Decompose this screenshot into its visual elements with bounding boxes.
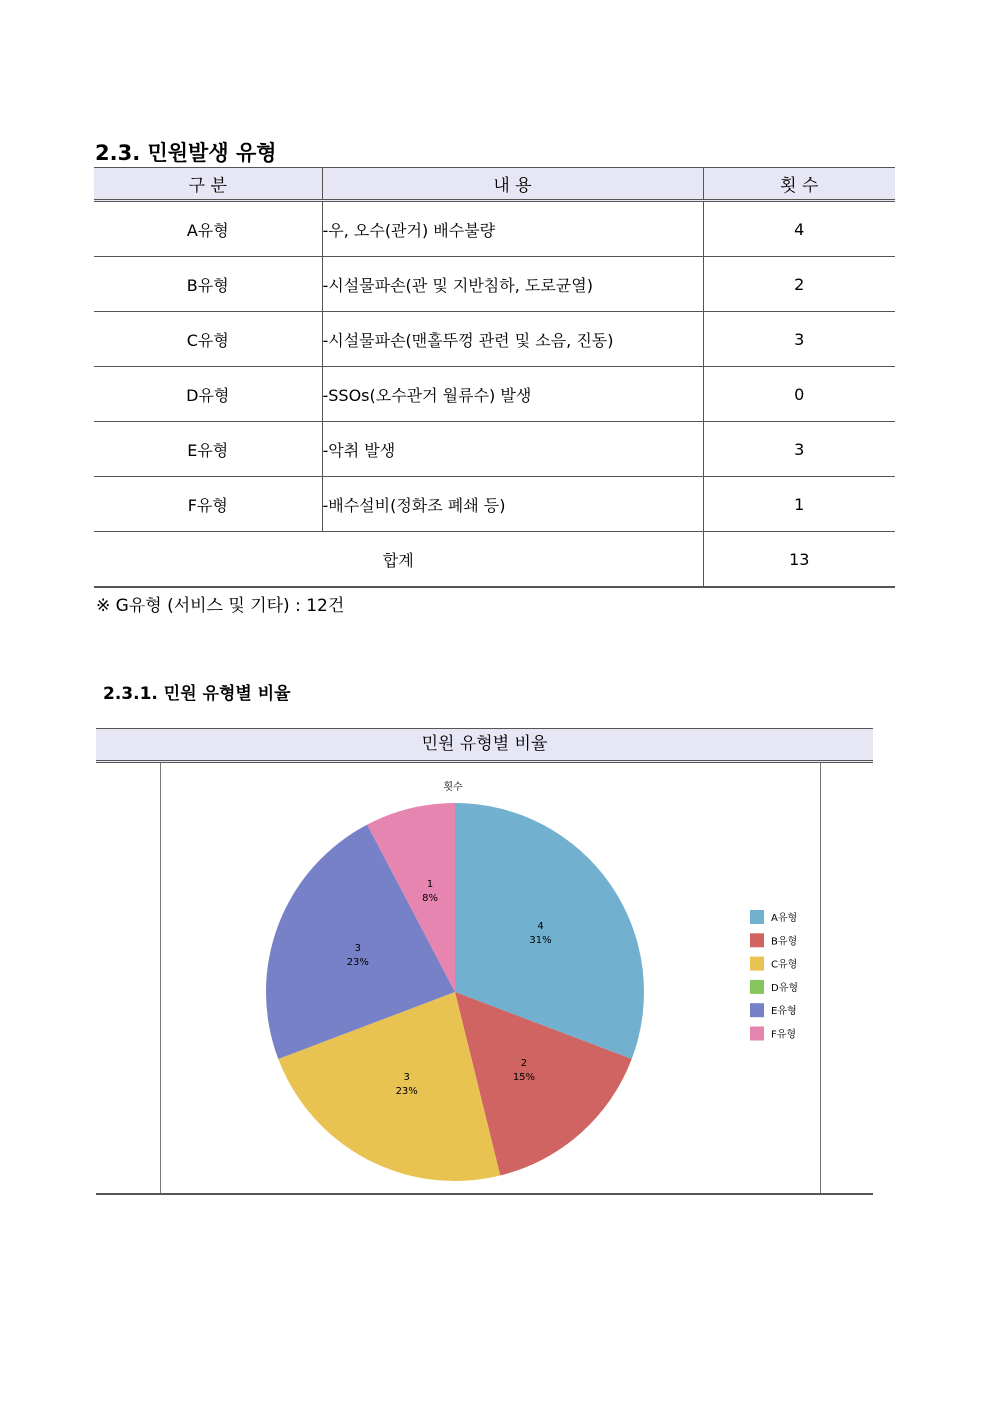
- slice-value-label: 3: [354, 943, 361, 955]
- legend-swatch: [750, 957, 764, 971]
- table-row: [94, 257, 895, 312]
- table-row: [94, 422, 895, 477]
- legend-label: D유형: [771, 982, 799, 994]
- subsection-title: 2.3.1. 민원 유형별 비율: [103, 684, 291, 704]
- row-type: F유형: [94, 477, 322, 532]
- chart-legend: [750, 910, 798, 1041]
- legend-label: B유형: [771, 936, 798, 948]
- row-count: 2: [703, 257, 895, 312]
- slice-percent-label: 23%: [346, 957, 369, 969]
- row-type: B유형: [94, 257, 322, 312]
- chart-box-bottom-rule: [96, 1193, 873, 1195]
- legend-swatch: [750, 910, 764, 924]
- row-count: 3: [703, 312, 895, 367]
- legend-swatch: [750, 933, 764, 947]
- section-title: 2.3. 민원발생 유형: [95, 141, 277, 165]
- complaint-type-table: [94, 167, 895, 588]
- slice-value-label: 2: [520, 1057, 528, 1069]
- legend-swatch: [750, 980, 764, 994]
- row-count: 3: [703, 422, 895, 477]
- header-category: 구 분: [94, 168, 322, 201]
- row-count: 1: [703, 477, 895, 532]
- chart-box-heading: 민원 유형별 비율: [96, 728, 873, 763]
- pie-chart: [161, 763, 820, 1193]
- legend-swatch: [750, 1027, 764, 1041]
- footnote: ※ G유형 (서비스 및 기타) : 12건: [96, 596, 345, 616]
- row-content: -악취 발생: [322, 422, 703, 477]
- slice-percent-label: 15%: [512, 1071, 536, 1083]
- total-row: [94, 532, 895, 588]
- total-value: 13: [703, 532, 895, 588]
- legend-swatch: [750, 1003, 764, 1017]
- chart-title: 횟수: [443, 782, 463, 793]
- row-type: D유형: [94, 367, 322, 422]
- row-count: 0: [703, 367, 895, 422]
- legend-label: C유형: [771, 959, 798, 971]
- slice-percent-label: 23%: [395, 1086, 418, 1098]
- slice-value-label: 1: [426, 879, 434, 891]
- row-type: E유형: [94, 422, 322, 477]
- row-content: -SSOs(오수관거 월류수) 발생: [322, 367, 703, 422]
- row-type: A유형: [94, 201, 322, 257]
- pie-slices: [266, 803, 644, 1181]
- row-content: -시설물파손(맨홀뚜껑 관련 및 소음, 진동): [322, 312, 703, 367]
- total-label: 합계: [94, 532, 703, 588]
- row-count: 4: [703, 201, 895, 257]
- table-row: [94, 477, 895, 532]
- row-type: C유형: [94, 312, 322, 367]
- header-count: 횟 수: [703, 168, 895, 201]
- chart-frame: [160, 763, 821, 1193]
- row-content: -우, 오수(관거) 배수불량: [322, 201, 703, 257]
- slice-value-label: 4: [537, 920, 544, 932]
- slice-percent-label: 8%: [422, 893, 439, 905]
- row-content: -시설물파손(관 및 지반침하, 도로균열): [322, 257, 703, 312]
- legend-label: A유형: [771, 913, 798, 924]
- row-content: -배수설비(정화조 폐쇄 등): [322, 477, 703, 532]
- legend-label: F유형: [771, 1029, 797, 1041]
- table-header-row: [94, 168, 895, 201]
- table-row: [94, 312, 895, 367]
- slice-value-label: 3: [403, 1072, 410, 1084]
- legend-label: E유형: [771, 1006, 797, 1018]
- table-row: [94, 367, 895, 422]
- slice-percent-label: 31%: [529, 934, 552, 946]
- table-row: [94, 201, 895, 257]
- header-content: 내 용: [322, 168, 703, 201]
